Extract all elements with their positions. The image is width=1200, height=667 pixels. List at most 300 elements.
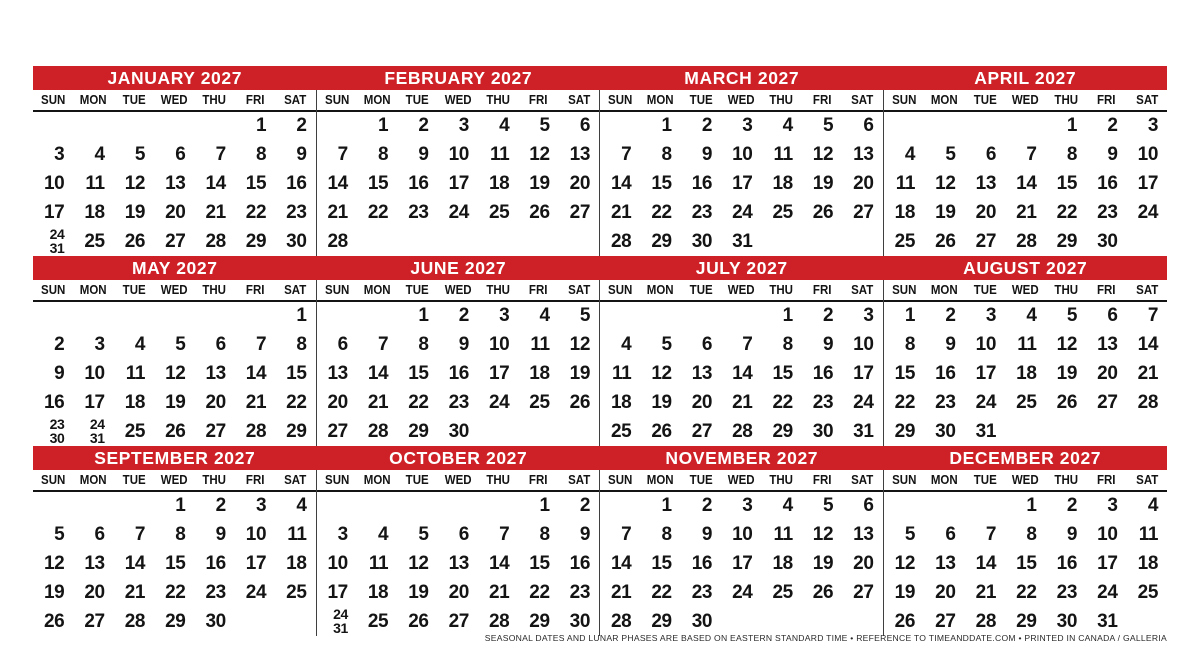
weekday-label-thu: THU xyxy=(769,93,794,107)
date-cell-24: 24 xyxy=(975,391,996,413)
date-cell-27: 27 xyxy=(205,420,226,442)
weekday-label-tue: TUE xyxy=(689,283,713,297)
empty-cell xyxy=(681,302,721,331)
date-cell-9: 9 xyxy=(296,144,307,166)
date-cell-26: 26 xyxy=(812,581,834,603)
month-row-2 xyxy=(33,256,1167,446)
date-cell-2: 2 xyxy=(296,115,307,137)
weekday-label-fri: FRI xyxy=(1096,473,1116,487)
date-cell-21: 21 xyxy=(732,391,753,413)
weekday-label-wed: WED xyxy=(727,93,755,107)
date-cell-9: 9 xyxy=(458,334,469,356)
date-cell-27: 27 xyxy=(935,610,956,632)
date-cell-7: 7 xyxy=(134,524,146,546)
date-cell-19: 19 xyxy=(529,172,550,194)
date-cell-28: 28 xyxy=(245,420,267,442)
date-cell-14: 14 xyxy=(245,362,267,384)
date-cell-15: 15 xyxy=(894,362,915,384)
date-cell-8: 8 xyxy=(1026,524,1037,546)
month-body xyxy=(600,280,884,446)
date-cell-9: 9 xyxy=(579,524,590,546)
date-cell-24: 24 xyxy=(245,581,267,603)
date-cell-12: 12 xyxy=(935,172,956,194)
date-cell-1: 1 xyxy=(255,115,267,137)
date-cell-19: 19 xyxy=(569,362,590,384)
weekday-label-mon: MON xyxy=(647,473,674,487)
date-cell-11: 11 xyxy=(368,552,389,574)
date-cell-17: 17 xyxy=(1097,552,1118,574)
date-cell-15: 15 xyxy=(408,362,429,384)
date-cell-25: 25 xyxy=(1016,391,1037,413)
date-cell-4: 4 xyxy=(904,144,915,166)
empty-cell xyxy=(33,112,73,141)
date-cell-21: 21 xyxy=(327,201,348,223)
date-cell-15: 15 xyxy=(772,362,793,384)
month-body xyxy=(884,90,1168,256)
date-cell-21: 21 xyxy=(1016,201,1037,223)
date-cell-8: 8 xyxy=(1066,144,1077,166)
date-cell-21: 21 xyxy=(611,201,632,223)
weekday-label-tue: TUE xyxy=(973,93,997,107)
date-cell-12: 12 xyxy=(408,552,429,574)
empty-cell xyxy=(761,607,801,636)
date-cell-6: 6 xyxy=(175,144,186,166)
date-cell-1: 1 xyxy=(175,495,186,517)
date-cell-19: 19 xyxy=(1056,362,1077,384)
date-cell-21: 21 xyxy=(975,581,996,603)
date-cell-27: 27 xyxy=(853,201,874,223)
empty-cell xyxy=(802,227,842,256)
date-cell-20: 20 xyxy=(975,201,996,223)
date-cell-20: 20 xyxy=(853,552,874,574)
date-cell-30: 30 xyxy=(205,610,226,632)
weekday-label-sun: SUN xyxy=(324,473,349,487)
date-cell-12: 12 xyxy=(812,524,834,546)
date-cell-26: 26 xyxy=(408,610,429,632)
month-title: SEPTEMBER 2027 xyxy=(33,446,317,470)
date-cell-26: 26 xyxy=(529,201,550,223)
date-cell-10: 10 xyxy=(853,334,874,356)
empty-cell xyxy=(397,227,437,256)
date-cell-20: 20 xyxy=(327,391,348,413)
date-cell-24-31 xyxy=(33,227,73,256)
weekday-label-sat: SAT xyxy=(567,473,590,487)
date-cell-20: 20 xyxy=(853,172,874,194)
date-cell-18: 18 xyxy=(286,552,307,574)
date-cell-28: 28 xyxy=(367,420,389,442)
month-body xyxy=(884,280,1168,446)
date-cell-27: 27 xyxy=(975,230,996,252)
date-cell-10: 10 xyxy=(732,524,753,546)
date-cell-18: 18 xyxy=(1137,552,1158,574)
weekday-label-fri: FRI xyxy=(812,473,832,487)
date-cell-2: 2 xyxy=(579,495,590,517)
empty-cell xyxy=(478,227,518,256)
date-cell-16: 16 xyxy=(448,362,469,384)
weekday-label-sun: SUN xyxy=(41,93,66,107)
empty-cell xyxy=(317,112,357,141)
date-cell-22: 22 xyxy=(165,581,186,603)
date-cell-22: 22 xyxy=(772,391,793,413)
date-cell-30: 30 xyxy=(286,230,307,252)
date-cell-16: 16 xyxy=(1097,172,1118,194)
date-cell-5: 5 xyxy=(822,495,834,517)
date-cell-21: 21 xyxy=(488,581,510,603)
date-cell-31: 31 xyxy=(975,420,996,442)
date-cell-27: 27 xyxy=(853,581,874,603)
weekday-header-row xyxy=(600,470,883,492)
date-cell-3: 3 xyxy=(337,524,348,546)
date-cell-13: 13 xyxy=(84,552,105,574)
weekday-label-mon: MON xyxy=(80,93,107,107)
date-cell-27: 27 xyxy=(691,420,713,442)
weekday-label-sun: SUN xyxy=(608,283,633,297)
weekday-label-tue: TUE xyxy=(405,93,429,107)
year-calendar-2027 xyxy=(33,66,1167,636)
month-title: MARCH 2027 xyxy=(600,66,884,90)
weekday-label-mon: MON xyxy=(930,473,958,487)
weekday-label-thu: THU xyxy=(202,93,227,107)
date-cell-1: 1 xyxy=(661,115,672,137)
date-cell-11: 11 xyxy=(85,172,105,194)
date-number: 23 xyxy=(49,416,65,433)
date-cell-4: 4 xyxy=(539,305,550,327)
dates-grid xyxy=(600,492,883,636)
weekday-header-row xyxy=(884,470,1168,492)
date-cell-7: 7 xyxy=(215,144,226,166)
weekday-label-tue: TUE xyxy=(122,93,146,107)
date-cell-14: 14 xyxy=(975,552,996,574)
weekday-label-wed: WED xyxy=(444,473,472,487)
date-cell-6: 6 xyxy=(701,334,713,356)
date-cell-4: 4 xyxy=(1147,495,1158,517)
weekday-label-thu: THU xyxy=(202,473,227,487)
date-cell-28: 28 xyxy=(1016,230,1037,252)
empty-cell xyxy=(559,227,599,256)
weekday-label-sat: SAT xyxy=(284,473,307,487)
date-cell-9: 9 xyxy=(1107,144,1118,166)
date-cell-5: 5 xyxy=(54,524,65,546)
dates-grid xyxy=(317,112,600,256)
date-cell-28: 28 xyxy=(205,230,226,252)
weekday-label-sat: SAT xyxy=(1135,473,1158,487)
date-cell-25: 25 xyxy=(772,201,793,223)
date-cell-31: 31 xyxy=(853,420,874,442)
date-cell-10: 10 xyxy=(327,552,348,574)
weekday-label-tue: TUE xyxy=(689,473,713,487)
date-cell-6: 6 xyxy=(985,144,996,166)
date-cell-11: 11 xyxy=(530,334,550,356)
date-cell-4: 4 xyxy=(782,495,793,517)
date-cell-28: 28 xyxy=(488,610,510,632)
dates-grid xyxy=(317,302,600,446)
weekday-header-row xyxy=(884,280,1168,302)
date-cell-13: 13 xyxy=(165,172,186,194)
weekday-label-mon: MON xyxy=(930,93,958,107)
date-cell-23: 23 xyxy=(408,201,429,223)
month-body xyxy=(317,470,601,636)
date-cell-19: 19 xyxy=(894,581,915,603)
empty-cell xyxy=(1127,417,1168,446)
date-cell-8: 8 xyxy=(175,524,186,546)
date-cell-7: 7 xyxy=(1026,144,1037,166)
weekday-header-row xyxy=(317,90,600,112)
date-cell-10: 10 xyxy=(1137,144,1158,166)
dates-grid xyxy=(33,492,316,636)
date-cell-4: 4 xyxy=(782,115,793,137)
date-cell-3: 3 xyxy=(499,305,510,327)
weekday-label-wed: WED xyxy=(444,93,472,107)
date-cell-17: 17 xyxy=(44,201,65,223)
weekday-label-sun: SUN xyxy=(891,473,916,487)
date-cell-18: 18 xyxy=(1016,362,1037,384)
date-cell-16: 16 xyxy=(691,172,713,194)
date-cell-13: 13 xyxy=(327,362,348,384)
date-cell-29: 29 xyxy=(772,420,793,442)
date-cell-23-30 xyxy=(33,417,73,446)
date-cell-9: 9 xyxy=(701,524,713,546)
date-cell-1: 1 xyxy=(296,305,307,327)
weekday-label-thu: THU xyxy=(1053,283,1078,297)
empty-cell xyxy=(73,302,113,331)
date-cell-29: 29 xyxy=(408,420,429,442)
weekday-label-sat: SAT xyxy=(1135,93,1158,107)
weekday-label-wed: WED xyxy=(160,473,188,487)
date-cell-26: 26 xyxy=(124,230,146,252)
date-cell-3: 3 xyxy=(54,144,65,166)
date-cell-24: 24 xyxy=(732,581,753,603)
date-cell-20: 20 xyxy=(1097,362,1118,384)
weekday-label-sat: SAT xyxy=(851,283,874,297)
date-cell-13: 13 xyxy=(448,552,469,574)
date-cell-23: 23 xyxy=(448,391,469,413)
empty-cell xyxy=(842,227,882,256)
date-cell-15: 15 xyxy=(367,172,389,194)
date-cell-3: 3 xyxy=(742,495,753,517)
date-cell-26: 26 xyxy=(44,610,65,632)
date-cell-11: 11 xyxy=(1138,524,1158,546)
date-cell-7: 7 xyxy=(255,334,267,356)
date-cell-29: 29 xyxy=(529,610,550,632)
date-cell-25: 25 xyxy=(367,610,389,632)
weekday-label-thu: THU xyxy=(486,473,510,487)
date-cell-9: 9 xyxy=(1066,524,1077,546)
date-cell-27: 27 xyxy=(1097,391,1118,413)
empty-cell xyxy=(114,492,154,521)
weekday-label-fri: FRI xyxy=(1096,93,1116,107)
date-cell-18: 18 xyxy=(84,201,105,223)
weekday-label-sun: SUN xyxy=(324,93,349,107)
empty-cell xyxy=(317,492,357,521)
empty-cell xyxy=(761,227,801,256)
month-april-2027 xyxy=(884,66,1168,256)
weekday-label-fri: FRI xyxy=(812,93,832,107)
date-cell-11: 11 xyxy=(612,362,632,384)
date-cell-7: 7 xyxy=(378,334,389,356)
empty-cell xyxy=(518,227,558,256)
date-cell-26: 26 xyxy=(1056,391,1077,413)
date-cell-5: 5 xyxy=(945,144,956,166)
date-cell-1: 1 xyxy=(1066,115,1077,137)
date-cell-13: 13 xyxy=(935,552,956,574)
weekday-label-mon: MON xyxy=(363,283,391,297)
weekday-label-mon: MON xyxy=(80,473,107,487)
date-cell-3: 3 xyxy=(1107,495,1118,517)
date-cell-10: 10 xyxy=(488,334,510,356)
date-cell-7: 7 xyxy=(985,524,996,546)
date-cell-30: 30 xyxy=(1097,230,1118,252)
weekday-label-fri: FRI xyxy=(245,93,265,107)
weekday-header-row xyxy=(317,470,600,492)
date-cell-17: 17 xyxy=(732,172,753,194)
date-cell-12: 12 xyxy=(1056,334,1077,356)
date-cell-22: 22 xyxy=(529,581,550,603)
empty-cell xyxy=(884,492,925,521)
date-cell-14: 14 xyxy=(732,362,753,384)
date-cell-5: 5 xyxy=(134,144,146,166)
date-cell-19: 19 xyxy=(812,552,834,574)
empty-cell xyxy=(478,492,518,521)
date-cell-18: 18 xyxy=(772,172,793,194)
weekday-label-sun: SUN xyxy=(324,283,349,297)
date-number: 24 xyxy=(89,416,105,433)
date-cell-2: 2 xyxy=(215,495,226,517)
date-cell-8: 8 xyxy=(782,334,793,356)
date-cell-3: 3 xyxy=(94,334,105,356)
date-cell-18: 18 xyxy=(611,391,632,413)
date-cell-25: 25 xyxy=(84,230,105,252)
date-cell-4: 4 xyxy=(1026,305,1037,327)
date-cell-30: 30 xyxy=(569,610,590,632)
empty-cell xyxy=(640,302,680,331)
date-cell-5: 5 xyxy=(579,305,590,327)
empty-cell xyxy=(518,417,558,446)
weekday-label-mon: MON xyxy=(363,93,391,107)
date-cell-14: 14 xyxy=(327,172,348,194)
date-cell-29: 29 xyxy=(894,420,915,442)
date-cell-10: 10 xyxy=(245,524,267,546)
date-cell-9: 9 xyxy=(822,334,834,356)
date-cell-16: 16 xyxy=(44,391,65,413)
month-november-2027 xyxy=(600,446,884,636)
date-cell-29: 29 xyxy=(165,610,186,632)
date-cell-6: 6 xyxy=(1107,305,1118,327)
date-cell-8: 8 xyxy=(661,144,672,166)
date-cell-18: 18 xyxy=(894,201,915,223)
date-cell-7: 7 xyxy=(621,524,632,546)
date-cell-4: 4 xyxy=(378,524,389,546)
date-cell-21: 21 xyxy=(245,391,267,413)
date-cell-12: 12 xyxy=(569,334,590,356)
date-cell-27: 27 xyxy=(448,610,469,632)
date-cell-17: 17 xyxy=(1137,172,1158,194)
date-cell-15: 15 xyxy=(286,362,307,384)
date-cell-20: 20 xyxy=(84,581,105,603)
month-july-2027 xyxy=(600,256,884,446)
empty-cell xyxy=(235,302,275,331)
weekday-label-mon: MON xyxy=(80,283,107,297)
date-cell-13: 13 xyxy=(853,524,874,546)
date-cell-17: 17 xyxy=(488,362,510,384)
weekday-label-thu: THU xyxy=(202,283,227,297)
date-cell-26: 26 xyxy=(894,610,915,632)
weekday-label-fri: FRI xyxy=(812,283,832,297)
date-cell-16: 16 xyxy=(935,362,956,384)
month-title: JULY 2027 xyxy=(600,256,884,280)
empty-cell xyxy=(721,302,761,331)
date-cell-26: 26 xyxy=(569,391,590,413)
date-cell-5: 5 xyxy=(418,524,429,546)
dates-grid xyxy=(33,302,316,446)
empty-cell xyxy=(33,492,73,521)
date-cell-2: 2 xyxy=(54,334,65,356)
weekday-label-sun: SUN xyxy=(608,93,633,107)
date-cell-15: 15 xyxy=(651,552,672,574)
empty-cell xyxy=(1086,417,1127,446)
weekday-label-sat: SAT xyxy=(851,473,874,487)
date-cell-25: 25 xyxy=(894,230,915,252)
empty-cell xyxy=(802,607,842,636)
date-cell-25: 25 xyxy=(529,391,550,413)
weekday-label-sat: SAT xyxy=(284,93,307,107)
date-cell-16: 16 xyxy=(1056,552,1077,574)
date-cell-12: 12 xyxy=(124,172,146,194)
date-cell-7: 7 xyxy=(621,144,632,166)
date-cell-17: 17 xyxy=(245,552,267,574)
date-cell-24: 24 xyxy=(488,391,510,413)
date-cell-24: 24 xyxy=(732,201,753,223)
date-cell-13: 13 xyxy=(205,362,226,384)
date-cell-24: 24 xyxy=(853,391,874,413)
dates-grid xyxy=(884,492,1168,636)
date-cell-26: 26 xyxy=(165,420,186,442)
empty-cell xyxy=(884,112,925,141)
date-cell-17: 17 xyxy=(448,172,469,194)
date-cell-22: 22 xyxy=(367,201,389,223)
date-cell-23: 23 xyxy=(1097,201,1118,223)
date-cell-7: 7 xyxy=(742,334,753,356)
date-cell-30: 30 xyxy=(1056,610,1077,632)
weekday-label-sat: SAT xyxy=(1135,283,1158,297)
date-cell-6: 6 xyxy=(863,495,874,517)
date-cell-8: 8 xyxy=(296,334,307,356)
weekday-label-thu: THU xyxy=(769,283,794,297)
date-cell-8: 8 xyxy=(539,524,550,546)
date-cell-30: 30 xyxy=(812,420,834,442)
month-october-2027 xyxy=(317,446,601,636)
dates-grid xyxy=(33,112,316,256)
month-september-2027 xyxy=(33,446,317,636)
date-cell-11: 11 xyxy=(1017,334,1037,356)
weekday-label-sun: SUN xyxy=(891,283,916,297)
date-cell-18: 18 xyxy=(124,391,146,413)
date-cell-20: 20 xyxy=(165,201,186,223)
empty-cell xyxy=(1005,417,1046,446)
date-cell-11: 11 xyxy=(287,524,307,546)
date-cell-29: 29 xyxy=(651,230,672,252)
date-cell-13: 13 xyxy=(569,144,590,166)
date-cell-4: 4 xyxy=(94,144,105,166)
empty-cell xyxy=(154,112,194,141)
date-cell-28: 28 xyxy=(611,610,632,632)
weekday-label-sat: SAT xyxy=(851,93,874,107)
date-cell-6: 6 xyxy=(579,115,590,137)
date-cell-23: 23 xyxy=(1056,581,1077,603)
weekday-label-wed: WED xyxy=(444,283,472,297)
date-cell-3: 3 xyxy=(1147,115,1158,137)
weekday-label-sun: SUN xyxy=(608,473,633,487)
date-cell-2: 2 xyxy=(822,305,834,327)
